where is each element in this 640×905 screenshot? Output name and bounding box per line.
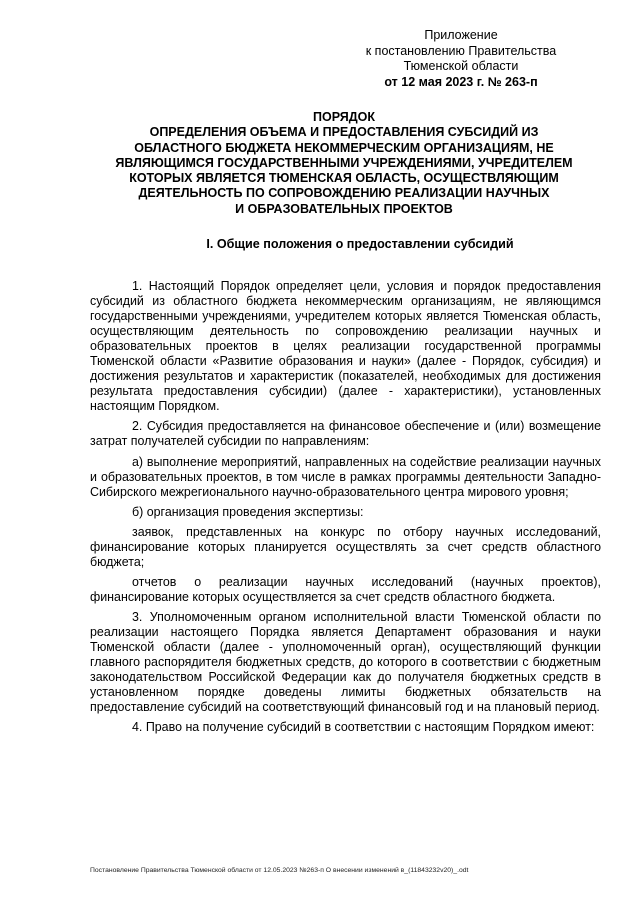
title-line-2: ОПРЕДЕЛЕНИЯ ОБЪЕМА И ПРЕДОСТАВЛЕНИЯ СУБСИДИЙ ИЗ [149, 125, 539, 140]
appendix-header [330, 28, 592, 90]
appendix-resolution: к постановлению Правительства [365, 43, 557, 58]
paragraph-2b: б) организация проведения экспертизы: [132, 504, 364, 519]
paragraph-2: 2. Субсидия предоставляется на финансовое обеспечение и (или) возмещение затрат получателей субсидии по направлениям: [90, 419, 601, 449]
appendix-label: Приложение [424, 28, 498, 42]
section-heading: I. Общие положения о предоставлении субсидий [206, 237, 514, 251]
title-line-7: И ОБРАЗОВАТЕЛЬНЫХ ПРОЕКТОВ [235, 201, 453, 216]
title-line-1: ПОРЯДОК [313, 110, 375, 124]
paragraph-2a: а) выполнение мероприятий, направленных на содействие реализации научных и образовательных проектов, в том числе в рамках программы деятельности Западно-Сибирского межрегионального научно-образовательного центра мирового уровня; [90, 454, 601, 499]
paragraph-4: 4. Право на получение субсидий в соответствии с настоящим Порядком имеют: [132, 720, 595, 735]
paragraph-2b-applications: заявок, представленных на конкурс по отбору научных исследований, финансирование которых планируется осуществлять за счет средств областного бюджета; [90, 524, 601, 569]
title-line-4: ЯВЛЯЮЩИМСЯ ГОСУДАРСТВЕННЫМИ УЧРЕЖДЕНИЯМИ, УЧРЕДИТЕЛЕМ [115, 155, 573, 170]
title-line-5: КОТОРЫХ ЯВЛЯЕТСЯ ТЮМЕНСКАЯ ОБЛАСТЬ, ОСУЩЕСТВЛЯЮЩИМ [129, 171, 559, 186]
page-footer: Постановление Правительства Тюменской области от 12.05.2023 №263-п О внесении изменений в_(11843232v20)_.odt [90, 867, 469, 874]
document-title [88, 110, 600, 217]
paragraph-1: 1. Настоящий Порядок определяет цели, условия и порядок предоставления субсидий из областного бюджета некоммерческим организациям, не являющимся государственными учреждениями, учредителем которых является Тюменская область, осуществляющим деятельность по сопровождению реализации научных и образовательных проектов в целях реализации государственной программы Тюменской области «Развитие образования и науки» (далее - Порядок, субсидия) и достижения результатов и характеристик (показателей, необходимых для достижения результата предоставления субсидии) (далее - характеристики), установленных настоящим Порядком. [90, 279, 601, 414]
appendix-date-number: от 12 мая 2023 г. № 263-п [384, 74, 538, 89]
paragraph-3: 3. Уполномоченным органом исполнительной власти Тюменской области по реализации настоящего Порядка является Департамент образования и науки Тюменской области (далее - уполномоченный орган), осуществляющий функции главного распорядителя бюджетных средств, до которого в соответствии с бюджетным законодательством Российской Федерации как до получателя бюджетных средств в установленном порядке доведены лимиты бюджетных обязательств на предоставление субсидий на соответствующий финансовый год и на плановый период. [90, 609, 601, 715]
document-body [90, 279, 601, 740]
title-line-3: ОБЛАСТНОГО БЮДЖЕТА НЕКОММЕРЧЕСКИМ ОРГАНИЗАЦИЯМ, НЕ [134, 140, 554, 155]
paragraph-2b-reports: отчетов о реализации научных исследований (научных проектов), финансирование которых осуществляется за счет средств областного бюджета. [90, 574, 601, 604]
title-line-6: ДЕЯТЕЛЬНОСТЬ ПО СОПРОВОЖДЕНИЮ РЕАЛИЗАЦИИ НАУЧНЫХ [138, 186, 550, 201]
appendix-region: Тюменской области [403, 59, 519, 73]
